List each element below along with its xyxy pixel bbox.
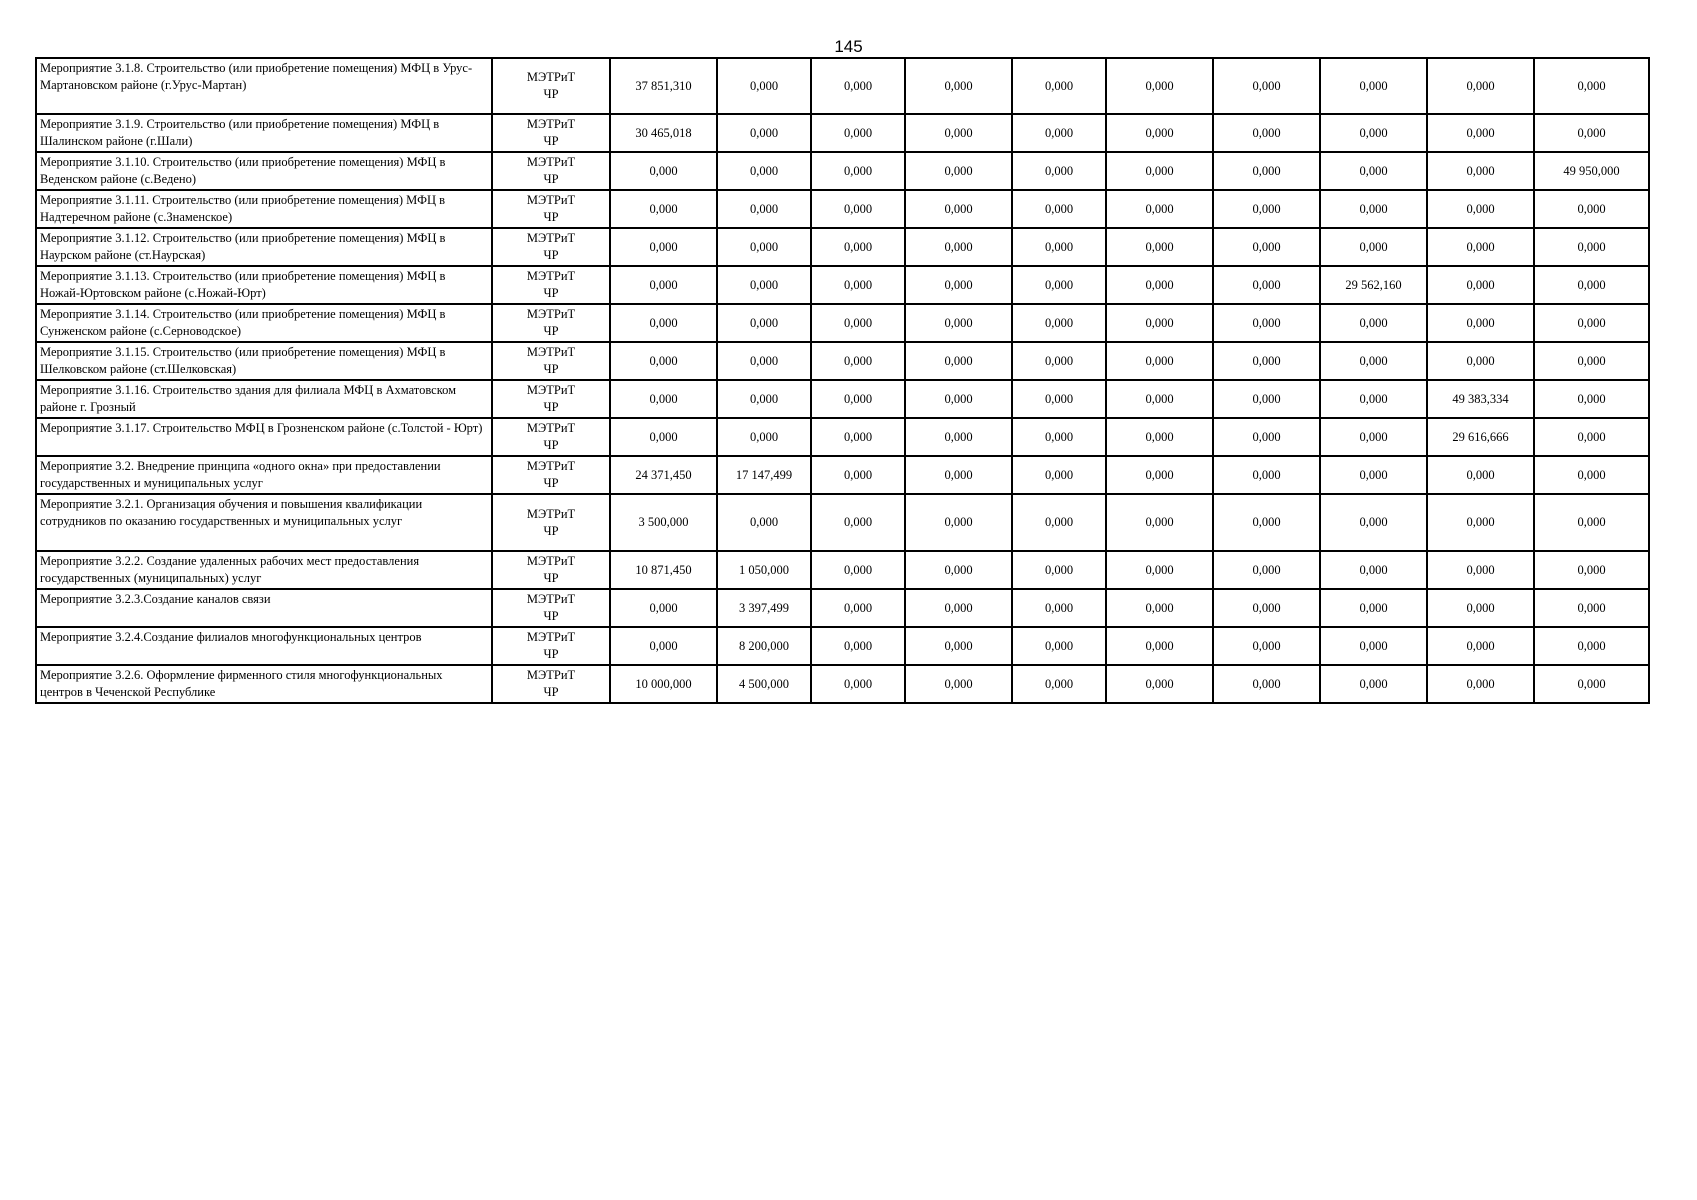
funding-value-cell: 0,000 (610, 304, 717, 342)
funding-value-cell: 0,000 (1012, 627, 1106, 665)
funding-value-cell: 0,000 (811, 665, 905, 703)
funding-value-cell: 1 050,000 (717, 551, 811, 589)
executor-region: ЧР (543, 476, 559, 490)
funding-value-cell: 0,000 (717, 190, 811, 228)
funding-value-cell: 3 397,499 (717, 589, 811, 627)
activity-description: Мероприятие 3.2.1. Организация обучения и повышения квалификации сотрудников по оказанию государственных и муниципальных услуг (36, 494, 492, 551)
funding-value-cell: 0,000 (1534, 58, 1649, 114)
funding-value-cell: 0,000 (905, 551, 1012, 589)
funding-value-cell: 0,000 (811, 551, 905, 589)
funding-value-cell: 0,000 (717, 228, 811, 266)
executor-cell (492, 266, 610, 304)
funding-value-cell: 0,000 (1213, 228, 1320, 266)
funding-value-cell: 0,000 (905, 114, 1012, 152)
funding-value-cell: 0,000 (905, 665, 1012, 703)
page-number: 145 (834, 37, 863, 56)
budget-table (35, 57, 1650, 704)
funding-value-cell: 0,000 (1012, 589, 1106, 627)
funding-value-cell: 0,000 (610, 627, 717, 665)
executor-cell (492, 114, 610, 152)
funding-value-cell: 0,000 (1012, 152, 1106, 190)
executor-name: МЭТРиТ (526, 307, 576, 321)
funding-value-cell: 0,000 (1106, 58, 1213, 114)
funding-value-cell: 29 616,666 (1427, 418, 1534, 456)
funding-value-cell: 0,000 (1213, 114, 1320, 152)
executor-name: МЭТРиТ (526, 70, 576, 84)
table-row (36, 342, 1649, 380)
funding-value-cell: 0,000 (1106, 494, 1213, 551)
funding-value-cell: 0,000 (1213, 152, 1320, 190)
funding-value-cell: 0,000 (1534, 627, 1649, 665)
activity-description: Мероприятие 3.1.13. Строительство (или приобретение помещения) МФЦ в Ножай-Юртовском районе (с.Ножай-Юрт) (36, 266, 492, 304)
funding-value-cell: 0,000 (1106, 228, 1213, 266)
activity-description: Мероприятие 3.1.12. Строительство (или приобретение помещения) МФЦ в Наурском районе (ст.Наурская) (36, 228, 492, 266)
funding-value-cell: 0,000 (811, 627, 905, 665)
funding-value-cell: 0,000 (1534, 114, 1649, 152)
activity-description: Мероприятие 3.1.9. Строительство (или приобретение помещения) МФЦ в Шалинском районе (г.Шали) (36, 114, 492, 152)
funding-value-cell: 0,000 (1213, 456, 1320, 494)
funding-value-cell: 0,000 (1320, 114, 1427, 152)
funding-value-cell: 0,000 (717, 114, 811, 152)
funding-value-cell: 0,000 (1106, 304, 1213, 342)
funding-value-cell: 0,000 (1012, 266, 1106, 304)
funding-value-cell: 0,000 (1534, 494, 1649, 551)
table-body (36, 58, 1649, 703)
funding-value-cell: 0,000 (1213, 266, 1320, 304)
funding-value-cell: 0,000 (717, 304, 811, 342)
table-row (36, 380, 1649, 418)
table-row (36, 456, 1649, 494)
table-row (36, 58, 1649, 114)
activity-description: Мероприятие 3.1.11. Строительство (или приобретение помещения) МФЦ в Надтеречном районе (с.Знаменское) (36, 190, 492, 228)
funding-value-cell: 0,000 (1427, 190, 1534, 228)
funding-value-cell: 0,000 (1106, 342, 1213, 380)
funding-value-cell: 0,000 (1106, 266, 1213, 304)
executor-name: МЭТРиТ (526, 117, 576, 131)
funding-value-cell: 0,000 (1213, 627, 1320, 665)
funding-value-cell: 0,000 (1213, 342, 1320, 380)
executor-name: МЭТРиТ (526, 668, 576, 682)
funding-value-cell: 0,000 (811, 114, 905, 152)
funding-value-cell: 0,000 (1106, 380, 1213, 418)
funding-value-cell: 0,000 (905, 152, 1012, 190)
funding-value-cell: 0,000 (610, 190, 717, 228)
executor-name: МЭТРиТ (526, 231, 576, 245)
funding-value-cell: 0,000 (905, 190, 1012, 228)
funding-value-cell: 10 000,000 (610, 665, 717, 703)
funding-value-cell: 0,000 (1427, 228, 1534, 266)
funding-value-cell: 0,000 (905, 58, 1012, 114)
activity-description: Мероприятие 3.1.15. Строительство (или приобретение помещения) МФЦ в Шелковском районе (ст.Шелковская) (36, 342, 492, 380)
executor-cell (492, 456, 610, 494)
activity-description: Мероприятие 3.1.8. Строительство (или приобретение помещения) МФЦ в Урус-Мартановском районе (г.Урус-Мартан) (36, 58, 492, 114)
funding-value-cell: 0,000 (1534, 456, 1649, 494)
funding-value-cell: 3 500,000 (610, 494, 717, 551)
funding-value-cell: 0,000 (1320, 551, 1427, 589)
executor-name: МЭТРиТ (526, 155, 576, 169)
executor-region: ЧР (543, 609, 559, 623)
executor-name: МЭТРиТ (526, 554, 576, 568)
funding-value-cell: 0,000 (1534, 342, 1649, 380)
funding-value-cell: 0,000 (1427, 456, 1534, 494)
funding-value-cell: 0,000 (1012, 456, 1106, 494)
executor-region: ЧР (543, 647, 559, 661)
funding-value-cell: 0,000 (1320, 190, 1427, 228)
funding-value-cell: 0,000 (905, 627, 1012, 665)
funding-value-cell: 0,000 (717, 342, 811, 380)
funding-value-cell: 0,000 (1012, 228, 1106, 266)
funding-value-cell: 0,000 (717, 418, 811, 456)
executor-cell (492, 494, 610, 551)
funding-value-cell: 0,000 (1427, 304, 1534, 342)
activity-description: Мероприятие 3.1.14. Строительство (или приобретение помещения) МФЦ в Сунженском районе (с.Серноводское) (36, 304, 492, 342)
executor-cell (492, 152, 610, 190)
funding-value-cell: 0,000 (1012, 418, 1106, 456)
funding-value-cell: 0,000 (717, 152, 811, 190)
funding-value-cell: 0,000 (811, 342, 905, 380)
funding-value-cell: 30 465,018 (610, 114, 717, 152)
funding-value-cell: 0,000 (1213, 494, 1320, 551)
funding-value-cell: 0,000 (1427, 266, 1534, 304)
funding-value-cell: 0,000 (1213, 380, 1320, 418)
funding-value-cell: 0,000 (1320, 342, 1427, 380)
executor-region: ЧР (543, 248, 559, 262)
table-row (36, 589, 1649, 627)
funding-value-cell: 0,000 (811, 266, 905, 304)
funding-value-cell: 0,000 (1320, 58, 1427, 114)
executor-name: МЭТРиТ (526, 506, 576, 521)
funding-value-cell: 29 562,160 (1320, 266, 1427, 304)
table-row (36, 494, 1649, 551)
executor-region: ЧР (543, 210, 559, 224)
executor-region: ЧР (543, 685, 559, 699)
executor-region: ЧР (543, 172, 559, 186)
funding-value-cell: 37 851,310 (610, 58, 717, 114)
executor-cell (492, 380, 610, 418)
funding-value-cell: 8 200,000 (717, 627, 811, 665)
funding-value-cell: 0,000 (1427, 342, 1534, 380)
funding-value-cell: 0,000 (1012, 494, 1106, 551)
table-row (36, 627, 1649, 665)
executor-cell (492, 551, 610, 589)
funding-value-cell: 0,000 (1213, 304, 1320, 342)
funding-value-cell: 0,000 (1320, 627, 1427, 665)
funding-value-cell: 0,000 (1213, 551, 1320, 589)
funding-value-cell: 0,000 (1427, 58, 1534, 114)
funding-value-cell: 0,000 (1534, 418, 1649, 456)
funding-value-cell: 0,000 (610, 418, 717, 456)
funding-value-cell: 0,000 (811, 418, 905, 456)
executor-name: МЭТРиТ (526, 592, 576, 606)
funding-value-cell: 0,000 (811, 589, 905, 627)
table-row (36, 190, 1649, 228)
funding-value-cell: 0,000 (1427, 494, 1534, 551)
funding-value-cell: 0,000 (905, 380, 1012, 418)
funding-value-cell: 0,000 (1320, 456, 1427, 494)
funding-value-cell: 10 871,450 (610, 551, 717, 589)
executor-cell (492, 665, 610, 703)
funding-value-cell: 0,000 (1012, 342, 1106, 380)
funding-value-cell: 0,000 (1320, 304, 1427, 342)
funding-value-cell: 0,000 (905, 342, 1012, 380)
funding-value-cell: 0,000 (905, 494, 1012, 551)
funding-value-cell: 0,000 (1534, 304, 1649, 342)
funding-value-cell: 0,000 (1534, 380, 1649, 418)
funding-value-cell: 0,000 (1320, 494, 1427, 551)
funding-value-cell: 0,000 (905, 456, 1012, 494)
funding-value-cell: 0,000 (1320, 418, 1427, 456)
funding-value-cell: 0,000 (1320, 228, 1427, 266)
funding-value-cell: 0,000 (1320, 589, 1427, 627)
funding-value-cell: 0,000 (1106, 114, 1213, 152)
funding-value-cell: 0,000 (1320, 152, 1427, 190)
executor-cell (492, 342, 610, 380)
funding-value-cell: 0,000 (905, 418, 1012, 456)
funding-value-cell: 0,000 (717, 58, 811, 114)
funding-value-cell: 0,000 (1012, 190, 1106, 228)
funding-value-cell: 0,000 (1106, 190, 1213, 228)
funding-value-cell: 0,000 (1213, 665, 1320, 703)
executor-region: ЧР (543, 438, 559, 452)
funding-value-cell: 0,000 (811, 456, 905, 494)
funding-value-cell: 0,000 (1534, 551, 1649, 589)
funding-value-cell: 0,000 (1012, 304, 1106, 342)
executor-name: МЭТРиТ (526, 269, 576, 283)
funding-value-cell: 0,000 (717, 494, 811, 551)
funding-value-cell: 0,000 (811, 228, 905, 266)
activity-description: Мероприятие 3.1.16. Строительство здания для филиала МФЦ в Ахматовском районе г. Грозный (36, 380, 492, 418)
funding-value-cell: 0,000 (1012, 665, 1106, 703)
activity-description: Мероприятие 3.2.3.Создание каналов связи (36, 589, 492, 627)
funding-value-cell: 0,000 (811, 152, 905, 190)
funding-value-cell: 0,000 (610, 342, 717, 380)
funding-value-cell: 0,000 (1427, 551, 1534, 589)
executor-region: ЧР (543, 523, 559, 538)
executor-region: ЧР (543, 324, 559, 338)
funding-value-cell: 0,000 (905, 589, 1012, 627)
table-row (36, 304, 1649, 342)
executor-cell (492, 418, 610, 456)
executor-cell (492, 304, 610, 342)
executor-region: ЧР (543, 400, 559, 414)
executor-cell (492, 58, 610, 114)
table-row (36, 551, 1649, 589)
funding-value-cell: 0,000 (811, 380, 905, 418)
funding-value-cell: 0,000 (1106, 456, 1213, 494)
executor-cell (492, 627, 610, 665)
executor-region: ЧР (543, 571, 559, 585)
funding-value-cell: 4 500,000 (717, 665, 811, 703)
funding-value-cell: 0,000 (905, 228, 1012, 266)
executor-cell (492, 228, 610, 266)
activity-description: Мероприятие 3.1.10. Строительство (или приобретение помещения) МФЦ в Веденском районе (с.Ведено) (36, 152, 492, 190)
funding-value-cell: 49 950,000 (1534, 152, 1649, 190)
executor-name: МЭТРиТ (526, 193, 576, 207)
funding-value-cell: 49 383,334 (1427, 380, 1534, 418)
funding-value-cell: 0,000 (1012, 58, 1106, 114)
funding-value-cell: 0,000 (610, 589, 717, 627)
funding-value-cell: 0,000 (610, 152, 717, 190)
executor-cell (492, 589, 610, 627)
executor-region: ЧР (543, 286, 559, 300)
funding-value-cell: 0,000 (610, 228, 717, 266)
activity-description: Мероприятие 3.2.6. Оформление фирменного стиля многофункциональных центров в Чеченской Республике (36, 665, 492, 703)
executor-name: МЭТРиТ (526, 383, 576, 397)
funding-value-cell: 0,000 (1106, 551, 1213, 589)
funding-value-cell: 0,000 (1012, 551, 1106, 589)
funding-value-cell: 0,000 (1427, 589, 1534, 627)
funding-value-cell: 0,000 (717, 380, 811, 418)
activity-description: Мероприятие 3.2.4.Создание филиалов многофункциональных центров (36, 627, 492, 665)
funding-value-cell: 0,000 (1012, 114, 1106, 152)
funding-value-cell: 0,000 (1534, 190, 1649, 228)
funding-value-cell: 0,000 (1012, 380, 1106, 418)
funding-value-cell: 0,000 (1534, 589, 1649, 627)
executor-name: МЭТРиТ (526, 345, 576, 359)
funding-value-cell: 0,000 (1534, 266, 1649, 304)
funding-value-cell: 0,000 (1213, 418, 1320, 456)
executor-name: МЭТРиТ (526, 421, 576, 435)
executor-region: ЧР (543, 362, 559, 376)
funding-value-cell: 0,000 (1106, 589, 1213, 627)
funding-value-cell: 0,000 (717, 266, 811, 304)
funding-value-cell: 24 371,450 (610, 456, 717, 494)
table-row (36, 266, 1649, 304)
funding-value-cell: 0,000 (1213, 589, 1320, 627)
executor-cell (492, 190, 610, 228)
activity-description: Мероприятие 3.2. Внедрение принципа «одного окна» при предоставлении государственных и муниципальных услуг (36, 456, 492, 494)
funding-value-cell: 0,000 (1427, 152, 1534, 190)
funding-value-cell: 0,000 (811, 304, 905, 342)
table-row (36, 152, 1649, 190)
funding-value-cell: 0,000 (1534, 228, 1649, 266)
funding-value-cell: 0,000 (1213, 190, 1320, 228)
funding-value-cell: 0,000 (610, 266, 717, 304)
funding-value-cell: 0,000 (811, 58, 905, 114)
funding-value-cell: 0,000 (610, 380, 717, 418)
table-row (36, 418, 1649, 456)
executor-region: ЧР (543, 87, 559, 101)
funding-value-cell: 0,000 (1320, 665, 1427, 703)
funding-value-cell: 0,000 (1106, 152, 1213, 190)
executor-region: ЧР (543, 134, 559, 148)
executor-name: МЭТРиТ (526, 630, 576, 644)
funding-value-cell: 0,000 (1427, 665, 1534, 703)
funding-value-cell: 17 147,499 (717, 456, 811, 494)
funding-value-cell: 0,000 (1427, 627, 1534, 665)
funding-value-cell: 0,000 (1106, 627, 1213, 665)
funding-value-cell: 0,000 (811, 190, 905, 228)
funding-value-cell: 0,000 (1427, 114, 1534, 152)
funding-value-cell: 0,000 (905, 304, 1012, 342)
activity-description: Мероприятие 3.1.17. Строительство МФЦ в Грозненском районе (с.Толстой - Юрт) (36, 418, 492, 456)
executor-name: МЭТРиТ (526, 459, 576, 473)
funding-value-cell: 0,000 (1106, 665, 1213, 703)
table-row (36, 228, 1649, 266)
funding-value-cell: 0,000 (1213, 58, 1320, 114)
funding-value-cell: 0,000 (905, 266, 1012, 304)
funding-value-cell: 0,000 (1320, 380, 1427, 418)
activity-description: Мероприятие 3.2.2. Создание удаленных рабочих мест предоставления государственных (муниципальных) услуг (36, 551, 492, 589)
table-row (36, 665, 1649, 703)
funding-value-cell: 0,000 (1106, 418, 1213, 456)
funding-value-cell: 0,000 (1534, 665, 1649, 703)
table-row (36, 114, 1649, 152)
funding-value-cell: 0,000 (811, 494, 905, 551)
